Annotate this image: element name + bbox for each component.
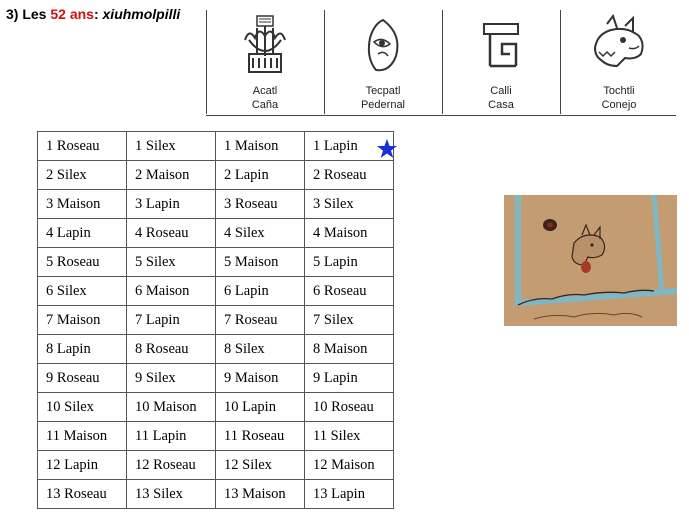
glyph-name: Tecpatl bbox=[365, 85, 401, 97]
table-cell: 7 Maison bbox=[38, 306, 127, 335]
rabbit-glyph-icon bbox=[587, 14, 651, 78]
table-row bbox=[38, 248, 394, 277]
divider bbox=[560, 10, 561, 114]
table-cell: 5 Roseau bbox=[38, 248, 127, 277]
table-cell: 4 Roseau bbox=[127, 219, 216, 248]
table-row bbox=[38, 451, 394, 480]
glyph-strip bbox=[206, 8, 676, 116]
table-cell: 1 Silex bbox=[127, 132, 216, 161]
table-cell: 4 Silex bbox=[216, 219, 305, 248]
table-row bbox=[38, 161, 394, 190]
star-icon bbox=[376, 138, 398, 160]
codex-image bbox=[504, 195, 677, 326]
table-cell: 10 Silex bbox=[38, 393, 127, 422]
table-cell: 10 Lapin bbox=[216, 393, 305, 422]
flint-knife-glyph-icon bbox=[358, 14, 408, 78]
table-cell: 2 Lapin bbox=[216, 161, 305, 190]
glyph-name: Acatl bbox=[252, 85, 278, 97]
glyph-acatl bbox=[210, 8, 320, 116]
table-cell: 13 Lapin bbox=[305, 480, 394, 509]
table-cell: 11 Roseau bbox=[216, 422, 305, 451]
house-glyph-icon bbox=[476, 14, 526, 78]
table-cell: 7 Lapin bbox=[127, 306, 216, 335]
table-cell: 5 Maison bbox=[216, 248, 305, 277]
table-cell: 13 Maison bbox=[216, 480, 305, 509]
table-cell: 4 Lapin bbox=[38, 219, 127, 248]
table-cell: 11 Silex bbox=[305, 422, 394, 451]
table-cell: 11 Maison bbox=[38, 422, 127, 451]
title-separator: : bbox=[93, 6, 103, 22]
table-cell: 2 Silex bbox=[38, 161, 127, 190]
table-cell: 5 Lapin bbox=[305, 248, 394, 277]
glyph-translation: Casa bbox=[488, 99, 514, 111]
table-cell: 6 Lapin bbox=[216, 277, 305, 306]
glyph-translation: Pedernal bbox=[360, 99, 406, 111]
glyph-translation: Caña bbox=[251, 99, 279, 111]
table-cell: 12 Roseau bbox=[127, 451, 216, 480]
table-row bbox=[38, 335, 394, 364]
divider bbox=[206, 10, 207, 114]
table-cell: 2 Roseau bbox=[305, 161, 394, 190]
table-row bbox=[38, 219, 394, 248]
glyph-tecpatl bbox=[328, 8, 438, 116]
table-cell: 10 Roseau bbox=[305, 393, 394, 422]
table-cell: 8 Maison bbox=[305, 335, 394, 364]
table-row bbox=[38, 480, 394, 509]
table-cell: 13 Silex bbox=[127, 480, 216, 509]
table-cell: 13 Roseau bbox=[38, 480, 127, 509]
codex-rabbit-glyph-image bbox=[504, 195, 677, 326]
table-cell: 1 Roseau bbox=[38, 132, 127, 161]
calendar-table bbox=[37, 131, 394, 509]
table-row bbox=[38, 190, 394, 219]
divider bbox=[324, 10, 325, 114]
table-cell: 8 Roseau bbox=[127, 335, 216, 364]
table-row bbox=[38, 364, 394, 393]
reed-glyph-icon bbox=[235, 14, 295, 78]
title-prefix: 3) Les bbox=[6, 6, 51, 22]
table-cell: 1 Maison bbox=[216, 132, 305, 161]
table-cell: 12 Lapin bbox=[38, 451, 127, 480]
glyph-name: Calli bbox=[490, 85, 512, 97]
table-cell: 9 Lapin bbox=[305, 364, 394, 393]
divider bbox=[442, 10, 443, 114]
table-cell: 3 Roseau bbox=[216, 190, 305, 219]
table-cell: 6 Roseau bbox=[305, 277, 394, 306]
table-cell: 3 Lapin bbox=[127, 190, 216, 219]
table-cell: 7 Silex bbox=[305, 306, 394, 335]
table-cell: 6 Silex bbox=[38, 277, 127, 306]
table-cell: 9 Maison bbox=[216, 364, 305, 393]
table-cell: 8 Lapin bbox=[38, 335, 127, 364]
glyph-name: Tochtli bbox=[603, 85, 635, 97]
table-cell: 11 Lapin bbox=[127, 422, 216, 451]
table-cell: 3 Maison bbox=[38, 190, 127, 219]
table-row bbox=[38, 132, 394, 161]
table-cell: 12 Maison bbox=[305, 451, 394, 480]
table-cell: 2 Maison bbox=[127, 161, 216, 190]
table-row bbox=[38, 393, 394, 422]
table-cell: 9 Roseau bbox=[38, 364, 127, 393]
glyph-tochtli bbox=[564, 8, 674, 116]
glyph-translation: Conejo bbox=[601, 99, 637, 111]
table-cell: 7 Roseau bbox=[216, 306, 305, 335]
title-term: xiuhmolpilli bbox=[102, 6, 181, 22]
table-row bbox=[38, 422, 394, 451]
title-number: 52 ans bbox=[50, 6, 94, 22]
glyph-calli bbox=[446, 8, 556, 116]
table-cell: 9 Silex bbox=[127, 364, 216, 393]
table-row bbox=[38, 306, 394, 335]
table-cell: 12 Silex bbox=[216, 451, 305, 480]
table-cell: 5 Silex bbox=[127, 248, 216, 277]
table-cell: 8 Silex bbox=[216, 335, 305, 364]
page-title bbox=[6, 6, 180, 22]
table-cell: 10 Maison bbox=[127, 393, 216, 422]
table-cell: 4 Maison bbox=[305, 219, 394, 248]
table-cell: 1 Lapin bbox=[305, 132, 394, 161]
table-cell: 6 Maison bbox=[127, 277, 216, 306]
table-row bbox=[38, 277, 394, 306]
table-cell: 3 Silex bbox=[305, 190, 394, 219]
